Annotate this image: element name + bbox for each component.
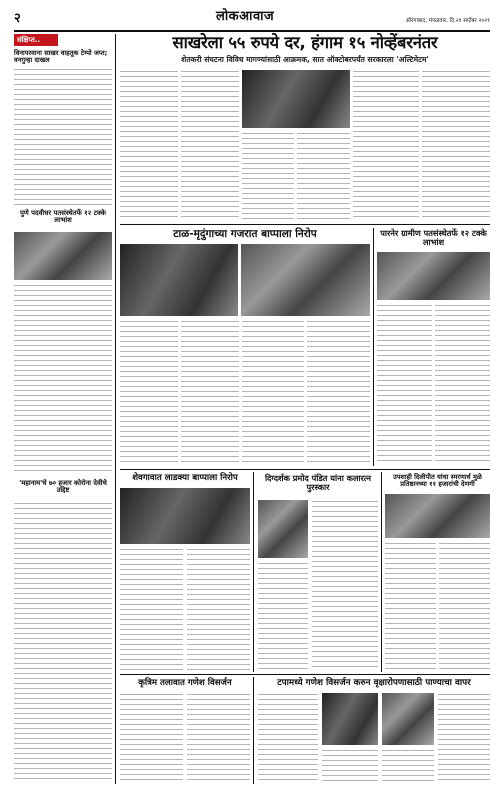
award-col-1 [258,562,308,670]
brief2-body [14,284,112,474]
sidebar-section-label: संक्षिप्त.. [14,34,58,46]
artificial-lake-headline: कृत्रिम तलावात गणेश विसर्जन [138,678,232,688]
masthead [14,10,490,28]
lead-col-1 [120,70,178,220]
parner-col-2 [435,304,490,465]
ganesh-col-3 [242,320,304,465]
brief2-headline: पुणे पदवीधर पतसंस्थेतर्फे १२ टक्के लाभांश [20,209,106,225]
lead-col-3 [242,132,294,220]
page-number: २ [14,11,21,26]
ganesh-col-1 [120,320,178,465]
lead-bottom-rule [120,224,490,225]
shevgaon-divider [253,472,254,672]
tapami-col-3 [382,749,434,783]
ganesh-col-2 [181,320,239,465]
udgir-headline: उपशाही दिलीपीत यांचा स्मरणार्थ मुळे प्रतिष्ठानच्या ११ हजारांची देणगी [393,473,482,488]
parner-headline: पारनेर ग्रामीण पतसंस्थेतर्फे १२ टक्के लाभांश [380,228,487,247]
brief3-body [14,502,112,780]
lead-col-6 [422,70,490,220]
brief1-headline: विनापरवाना साखर वाहतूक टेम्पो जप्त; वनगुन्हा दाखल [14,49,108,64]
tapami-photo-2 [382,693,434,745]
ganesh-photo-2 [241,244,370,316]
shevgaon-photo [120,488,250,544]
tapami-col-4 [438,693,490,783]
parner-col-1 [377,304,432,465]
tapami-headline: टपामध्ये गणेश विसर्जन करुन वृक्षारोपणासाठी पाण्याचा वापर [277,678,471,688]
brief1-body [14,68,112,206]
sidebar-divider [115,34,116,784]
lead-photo [242,70,350,128]
edition-line: औरंगाबाद, मंगळवार, दि.२१ सप्टेंबर २०२१ [405,18,490,24]
udgir-col-2 [439,542,490,670]
lead-col-4 [297,132,350,220]
lead-col-5 [353,70,419,220]
tapami-col-2 [322,749,378,783]
lead-col-2 [181,70,239,220]
award-col-2 [312,500,378,670]
lead-subheadline: शेतकरी संघटना विविध मागण्यांसाठी आक्रमक, सात ऑक्टोबरपर्यंत सरकारला 'अल्टिमेटम' [181,55,429,64]
tapami-col-1 [258,693,318,783]
udgir-col-1 [385,542,436,670]
artificial-lake-col-2 [187,693,250,783]
award-headline: दिग्दर्शक प्रमोद पंडित यांना कलारत्न पुरस्कार [264,473,372,492]
shevgaon-col-1 [120,548,183,670]
award-photo [258,500,308,558]
sidebar [14,34,112,782]
ganesh-photo [120,244,238,316]
ganesh-col-4 [307,320,370,465]
ganesh-headline: टाळ-मृदुंगाच्या गजरात बाप्पाला निरोप [173,228,317,240]
ganesh-divider [373,228,374,466]
brief2-photo [14,232,112,280]
parner-photo [377,252,490,300]
masthead-rule [14,30,490,32]
mid-rule [120,469,490,470]
brief3-headline: 'महानाम'चे ७० हजार कोरोना देवीचे उद्दिष्ट [19,479,107,495]
masthead-logo: लोकआवाज [216,9,275,24]
artificial-lake-divider [253,677,254,784]
award-divider [381,472,382,672]
udgir-photo [385,494,490,538]
shevgaon-col-2 [187,548,250,670]
shevgaon-headline: शेवगावात लाडक्या बाप्पाला निरोप [132,473,238,483]
lead-headline: साखरेला ५५ रुपये दर, हंगाम १५ नोव्हेंबरनंतर [172,33,438,52]
tapami-photo [322,693,378,745]
lower-rule [120,674,490,675]
artificial-lake-col-1 [120,693,183,783]
